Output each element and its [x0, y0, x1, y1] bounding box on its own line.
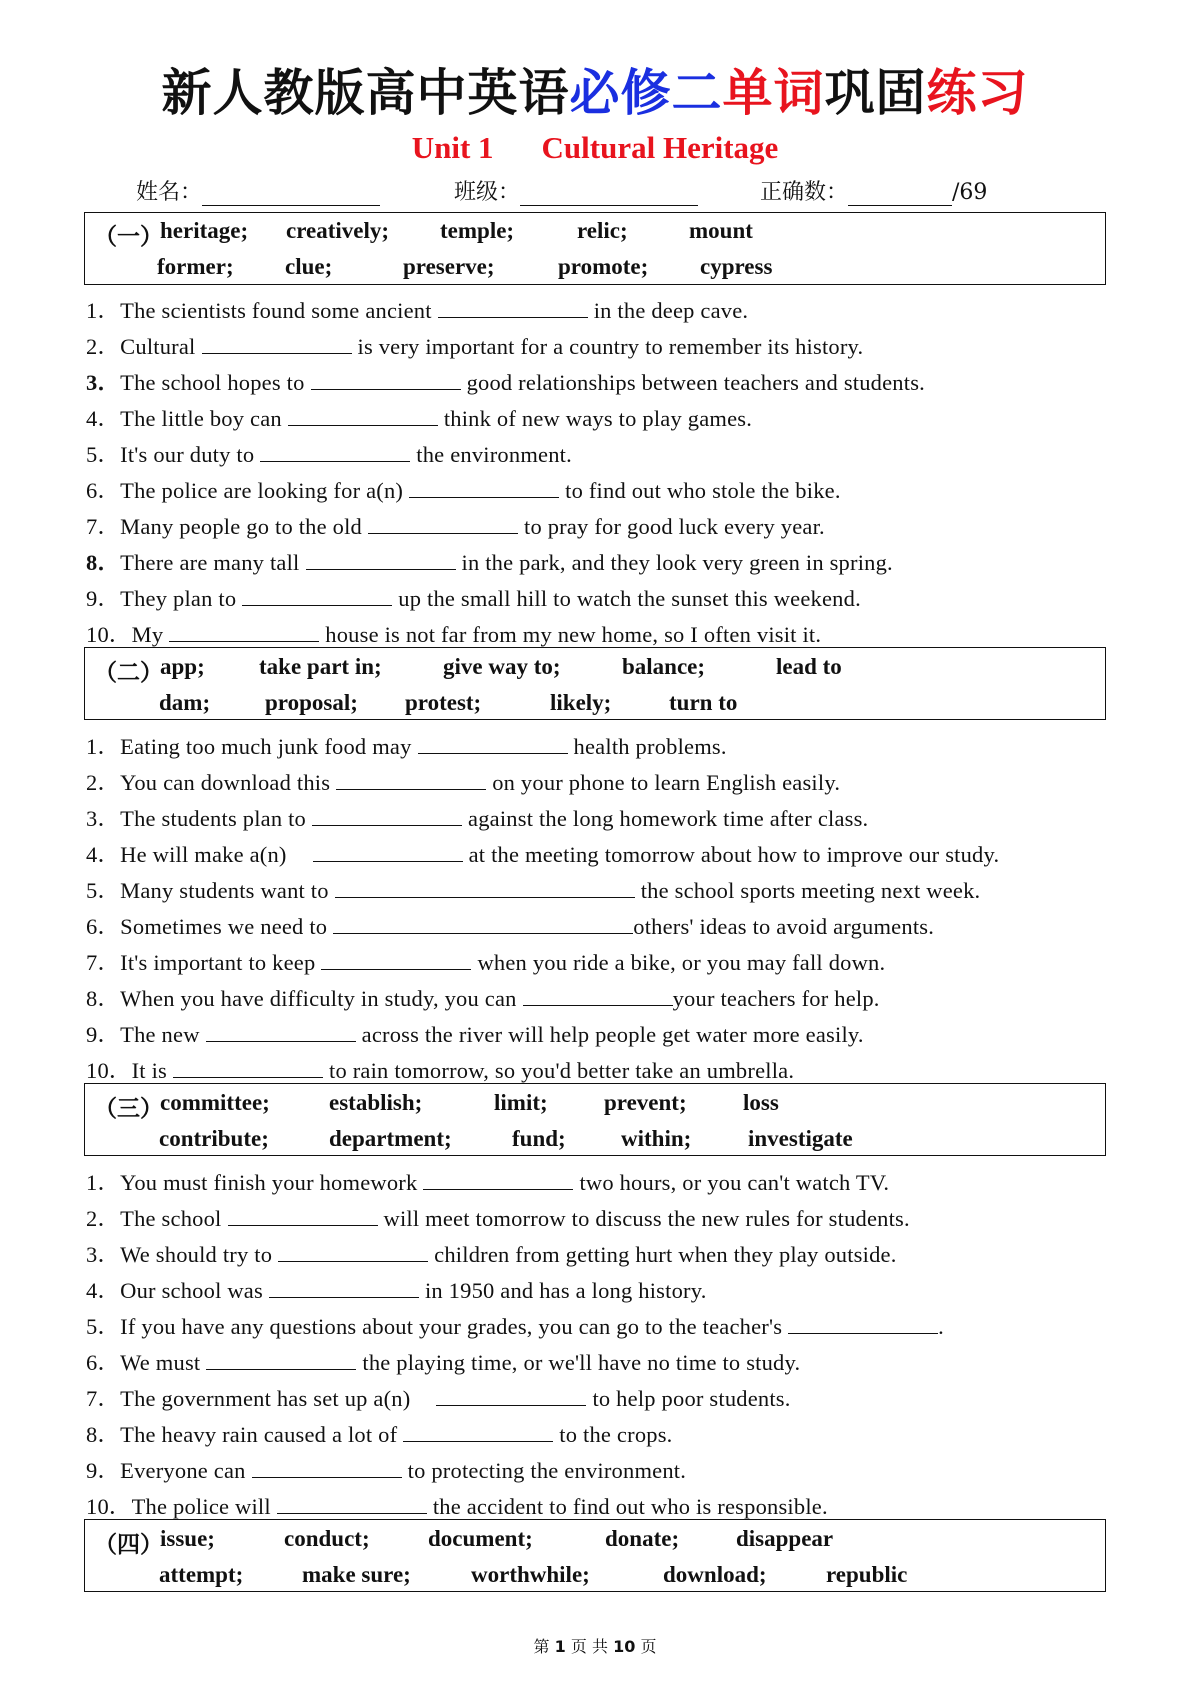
question-text: house is not far from my new home, so I often visit it. [325, 622, 822, 647]
question-text: when you ride a bike, or you may fall down. [477, 950, 886, 975]
question [86, 581, 861, 613]
word-bank-word: protest; [405, 690, 482, 715]
question [86, 945, 885, 977]
word-bank-word: contribute; [159, 1126, 269, 1151]
question-number: 6． [86, 1350, 121, 1375]
answer-blank[interactable] [169, 621, 319, 642]
question [86, 1017, 864, 1049]
question-text: to find out who stole the bike. [565, 478, 841, 503]
page-total: 10 [613, 1637, 636, 1656]
title-part-5: 练习 [926, 64, 1029, 122]
footer-text: 第 [533, 1637, 550, 1656]
page-number: 1 [554, 1637, 566, 1656]
title-part-4: 巩固 [824, 64, 927, 122]
question-text: If you have any questions about your grades, you can go to the teacher's [120, 1314, 783, 1339]
footer-text: 页 [640, 1637, 657, 1656]
question-text: against the long homework time after class. [468, 806, 869, 831]
question-text: There are many tall [120, 550, 300, 575]
question-text: Eating too much junk food may [120, 734, 412, 759]
question-text: The government has set up a(n) [120, 1386, 411, 1411]
answer-blank[interactable] [409, 477, 559, 498]
score-blank[interactable] [848, 183, 952, 206]
question-text: the school sports meeting next week. [640, 878, 981, 903]
word-bank-word: cypress [700, 254, 773, 279]
question-text: Sometimes we need to [120, 914, 328, 939]
question [86, 293, 748, 325]
question-text: good relationships between teachers and students. [466, 370, 925, 395]
question-number: 3． [86, 370, 121, 395]
title-part-1: 新人教版高中英语 [161, 64, 570, 122]
word-bank-word: promote; [558, 254, 649, 279]
question-text: My [131, 622, 164, 647]
word-bank-word: republic [826, 1562, 908, 1587]
question-text: The new [120, 1022, 200, 1047]
question-number: 7． [86, 950, 121, 975]
section-number: （一） [94, 224, 163, 249]
word-bank-word: relic; [577, 218, 628, 243]
question-number: 1． [86, 298, 121, 323]
question-text: The heavy rain caused a lot of [120, 1422, 398, 1447]
answer-blank[interactable] [403, 1421, 553, 1442]
question [86, 329, 863, 361]
answer-blank[interactable] [288, 405, 438, 426]
question-text: your teachers for help. [672, 986, 880, 1011]
question-number: 3． [86, 806, 121, 831]
question-text: The school [120, 1206, 222, 1231]
word-bank-word: establish; [329, 1090, 423, 1115]
question-text: to the crops. [559, 1422, 673, 1447]
question-number: 3． [86, 1242, 121, 1267]
word-bank-word: limit; [494, 1090, 548, 1115]
word-bank-word: donate; [605, 1526, 680, 1551]
question [86, 1417, 673, 1449]
word-bank-word: worthwhile; [471, 1562, 590, 1587]
question [86, 909, 934, 941]
section-number: （四） [94, 1532, 163, 1557]
word-bank-word: investigate [748, 1126, 853, 1151]
answer-blank[interactable] [252, 1457, 402, 1478]
word-bank-word: lead to [776, 654, 842, 679]
question-number: 8． [86, 986, 121, 1011]
page-title [0, 62, 1190, 124]
page-footer [0, 1634, 1190, 1657]
word-bank-word: preserve; [403, 254, 495, 279]
question-text: to protecting the environment. [407, 1458, 687, 1483]
question-text: to pray for good luck every year. [524, 514, 825, 539]
question-number: 1． [86, 1170, 121, 1195]
answer-blank[interactable] [278, 1241, 428, 1262]
question [86, 1453, 686, 1485]
question [86, 1381, 791, 1413]
question-text: in the park, and they look very green in spring. [461, 550, 893, 575]
question-number: 4． [86, 1278, 121, 1303]
word-bank-word: balance; [622, 654, 706, 679]
word-bank-word: give way to; [443, 654, 561, 679]
score-total: /69 [952, 180, 988, 205]
question-text: up the small hill to watch the sunset this weekend. [398, 586, 861, 611]
question [86, 837, 999, 869]
question-number: 7． [86, 514, 121, 539]
answer-blank[interactable] [277, 1493, 427, 1514]
class-label: 班级： [454, 180, 521, 205]
word-bank-word: prevent; [604, 1090, 687, 1115]
question-text: It is [131, 1058, 167, 1083]
question-number: 6． [86, 478, 121, 503]
question-number: 10． [86, 622, 132, 647]
question-number: 5． [86, 878, 121, 903]
answer-blank[interactable] [523, 985, 673, 1006]
question [86, 1273, 707, 1305]
question-text: the playing time, or we'll have no time to study. [362, 1350, 801, 1375]
name-field[interactable] [136, 175, 380, 206]
question-text: Everyone can [120, 1458, 246, 1483]
question-number: 7． [86, 1386, 121, 1411]
word-bank-word: committee; [160, 1090, 270, 1115]
question [86, 1165, 889, 1197]
score-label: 正确数： [760, 180, 849, 205]
word-bank-word: document; [428, 1526, 533, 1551]
question-number: 2． [86, 770, 121, 795]
question-text: The police are looking for a(n) [120, 478, 404, 503]
question-number: 10． [86, 1494, 132, 1519]
question [86, 801, 868, 833]
question [86, 1489, 828, 1521]
answer-blank[interactable] [206, 1021, 356, 1042]
question-text: in 1950 and has a long history. [424, 1278, 707, 1303]
question-text: across the river will help people get water more easily. [361, 1022, 864, 1047]
answer-blank[interactable] [260, 441, 410, 462]
question-text: Many people go to the old [120, 514, 362, 539]
title-part-2: 必修二 [569, 64, 723, 122]
question [86, 729, 727, 761]
word-bank-word: loss [743, 1090, 779, 1115]
question [86, 1237, 897, 1269]
question [86, 1053, 794, 1085]
question-text: The police will [131, 1494, 271, 1519]
question [86, 873, 980, 905]
question-text: on your phone to learn English easily. [492, 770, 841, 795]
question-number: 2． [86, 1206, 121, 1231]
question-number: 6． [86, 914, 121, 939]
word-bank-word: heritage; [160, 218, 249, 243]
question-number: 2． [86, 334, 121, 359]
question-text: think of new ways to play games. [443, 406, 753, 431]
word-bank-word: issue; [160, 1526, 215, 1551]
word-bank-word: dam; [159, 690, 211, 715]
answer-blank[interactable] [423, 1169, 573, 1190]
word-bank-word: clue; [285, 254, 333, 279]
question-text: It's our duty to [120, 442, 255, 467]
unit-topic: Cultural Heritage [541, 130, 779, 165]
question-text: Many students want to [120, 878, 329, 903]
answer-blank[interactable] [312, 805, 462, 826]
word-bank-word: disappear [736, 1526, 834, 1551]
question-text: Our school was [120, 1278, 263, 1303]
word-bank-word: within; [621, 1126, 692, 1151]
question-text: Cultural [120, 334, 196, 359]
word-bank-word: take part in; [259, 654, 382, 679]
answer-blank[interactable] [333, 913, 633, 934]
question-text: You must finish your homework [120, 1170, 418, 1195]
question [86, 1345, 800, 1377]
name-label: 姓名： [136, 180, 203, 205]
question-text: We must [120, 1350, 201, 1375]
question-text: is very important for a country to remember its history. [357, 334, 864, 359]
question [86, 545, 893, 577]
answer-blank[interactable] [228, 1205, 378, 1226]
question-number: 10． [86, 1058, 132, 1083]
word-bank-word: attempt; [159, 1562, 244, 1587]
unit-subtitle [0, 130, 1190, 166]
question [86, 437, 572, 469]
answer-blank[interactable] [418, 733, 568, 754]
question-text: It's important to keep [120, 950, 316, 975]
question-number: 8． [86, 550, 121, 575]
question-text: health problems. [573, 734, 727, 759]
question [86, 365, 925, 397]
question [86, 509, 825, 541]
answer-blank[interactable] [368, 513, 518, 534]
answer-blank[interactable] [269, 1277, 419, 1298]
section-number: （二） [94, 660, 163, 685]
question [86, 981, 880, 1013]
answer-blank[interactable] [321, 949, 471, 970]
question-text: We should try to [120, 1242, 273, 1267]
question-text: two hours, or you can't watch TV. [579, 1170, 890, 1195]
question-text: the environment. [416, 442, 572, 467]
question-number: 4． [86, 842, 121, 867]
question-text: The students plan to [120, 806, 307, 831]
answer-blank[interactable] [242, 585, 392, 606]
word-bank-word: make sure; [302, 1562, 411, 1587]
question-number: 1． [86, 734, 121, 759]
section-number: （三） [94, 1096, 163, 1121]
class-blank[interactable] [520, 183, 698, 206]
question-text: The scientists found some ancient [120, 298, 432, 323]
question-text: to rain tomorrow, so you'd better take an umbrella. [329, 1058, 795, 1083]
word-bank-word: likely; [550, 690, 612, 715]
question-text: They plan to [120, 586, 237, 611]
answer-blank[interactable] [788, 1313, 938, 1334]
question [86, 765, 840, 797]
question-text: others' ideas to avoid arguments. [633, 914, 935, 939]
question-text: in the deep cave. [593, 298, 749, 323]
word-bank-word: app; [160, 654, 205, 679]
answer-blank[interactable] [438, 297, 588, 318]
word-bank-word: turn to [669, 690, 738, 715]
question-text: When you have difficulty in study, you can [120, 986, 517, 1011]
word-bank-word: download; [663, 1562, 767, 1587]
question-number: 5． [86, 1314, 121, 1339]
word-bank-word: proposal; [265, 690, 358, 715]
question-number: 9． [86, 1022, 121, 1047]
question-text: The school hopes to [120, 370, 305, 395]
question-number: 9． [86, 1458, 121, 1483]
unit-number: Unit 1 [411, 130, 494, 165]
word-bank-word: mount [689, 218, 753, 243]
question-text: to help poor students. [592, 1386, 791, 1411]
question-number: 5． [86, 442, 121, 467]
question-text: children from getting hurt when they play outside. [434, 1242, 897, 1267]
question-number: 8． [86, 1422, 121, 1447]
word-bank-word: fund; [512, 1126, 566, 1151]
score-field[interactable] [760, 175, 987, 206]
question-text: will meet tomorrow to discuss the new rules for students. [383, 1206, 910, 1231]
word-bank-word: creatively; [286, 218, 390, 243]
word-bank-word: temple; [440, 218, 515, 243]
word-bank-word: conduct; [284, 1526, 370, 1551]
question [86, 401, 752, 433]
footer-text: 页 共 [570, 1637, 608, 1656]
question-text: at the meeting tomorrow about how to improve our study. [468, 842, 1000, 867]
title-part-3: 单词 [722, 64, 825, 122]
question-text: He will make a(n) [120, 842, 287, 867]
answer-blank[interactable] [206, 1349, 356, 1370]
answer-blank[interactable] [311, 369, 461, 390]
answer-blank[interactable] [436, 1385, 586, 1406]
word-bank-word: former; [157, 254, 234, 279]
answer-blank[interactable] [313, 841, 463, 862]
question-text: The little boy can [120, 406, 282, 431]
word-bank-word: department; [329, 1126, 452, 1151]
answer-blank[interactable] [335, 877, 635, 898]
question [86, 1309, 944, 1341]
question-number: 9． [86, 586, 121, 611]
question [86, 617, 821, 649]
class-field[interactable] [454, 175, 698, 206]
question [86, 1201, 910, 1233]
name-blank[interactable] [202, 183, 380, 206]
question-text: You can download this [120, 770, 331, 795]
question-number: 4． [86, 406, 121, 431]
question-text: the accident to find out who is responsible. [432, 1494, 828, 1519]
question [86, 473, 841, 505]
answer-blank[interactable] [336, 769, 486, 790]
answer-blank[interactable] [173, 1057, 323, 1078]
answer-blank[interactable] [306, 549, 456, 570]
question-text: . [938, 1314, 944, 1339]
answer-blank[interactable] [202, 333, 352, 354]
